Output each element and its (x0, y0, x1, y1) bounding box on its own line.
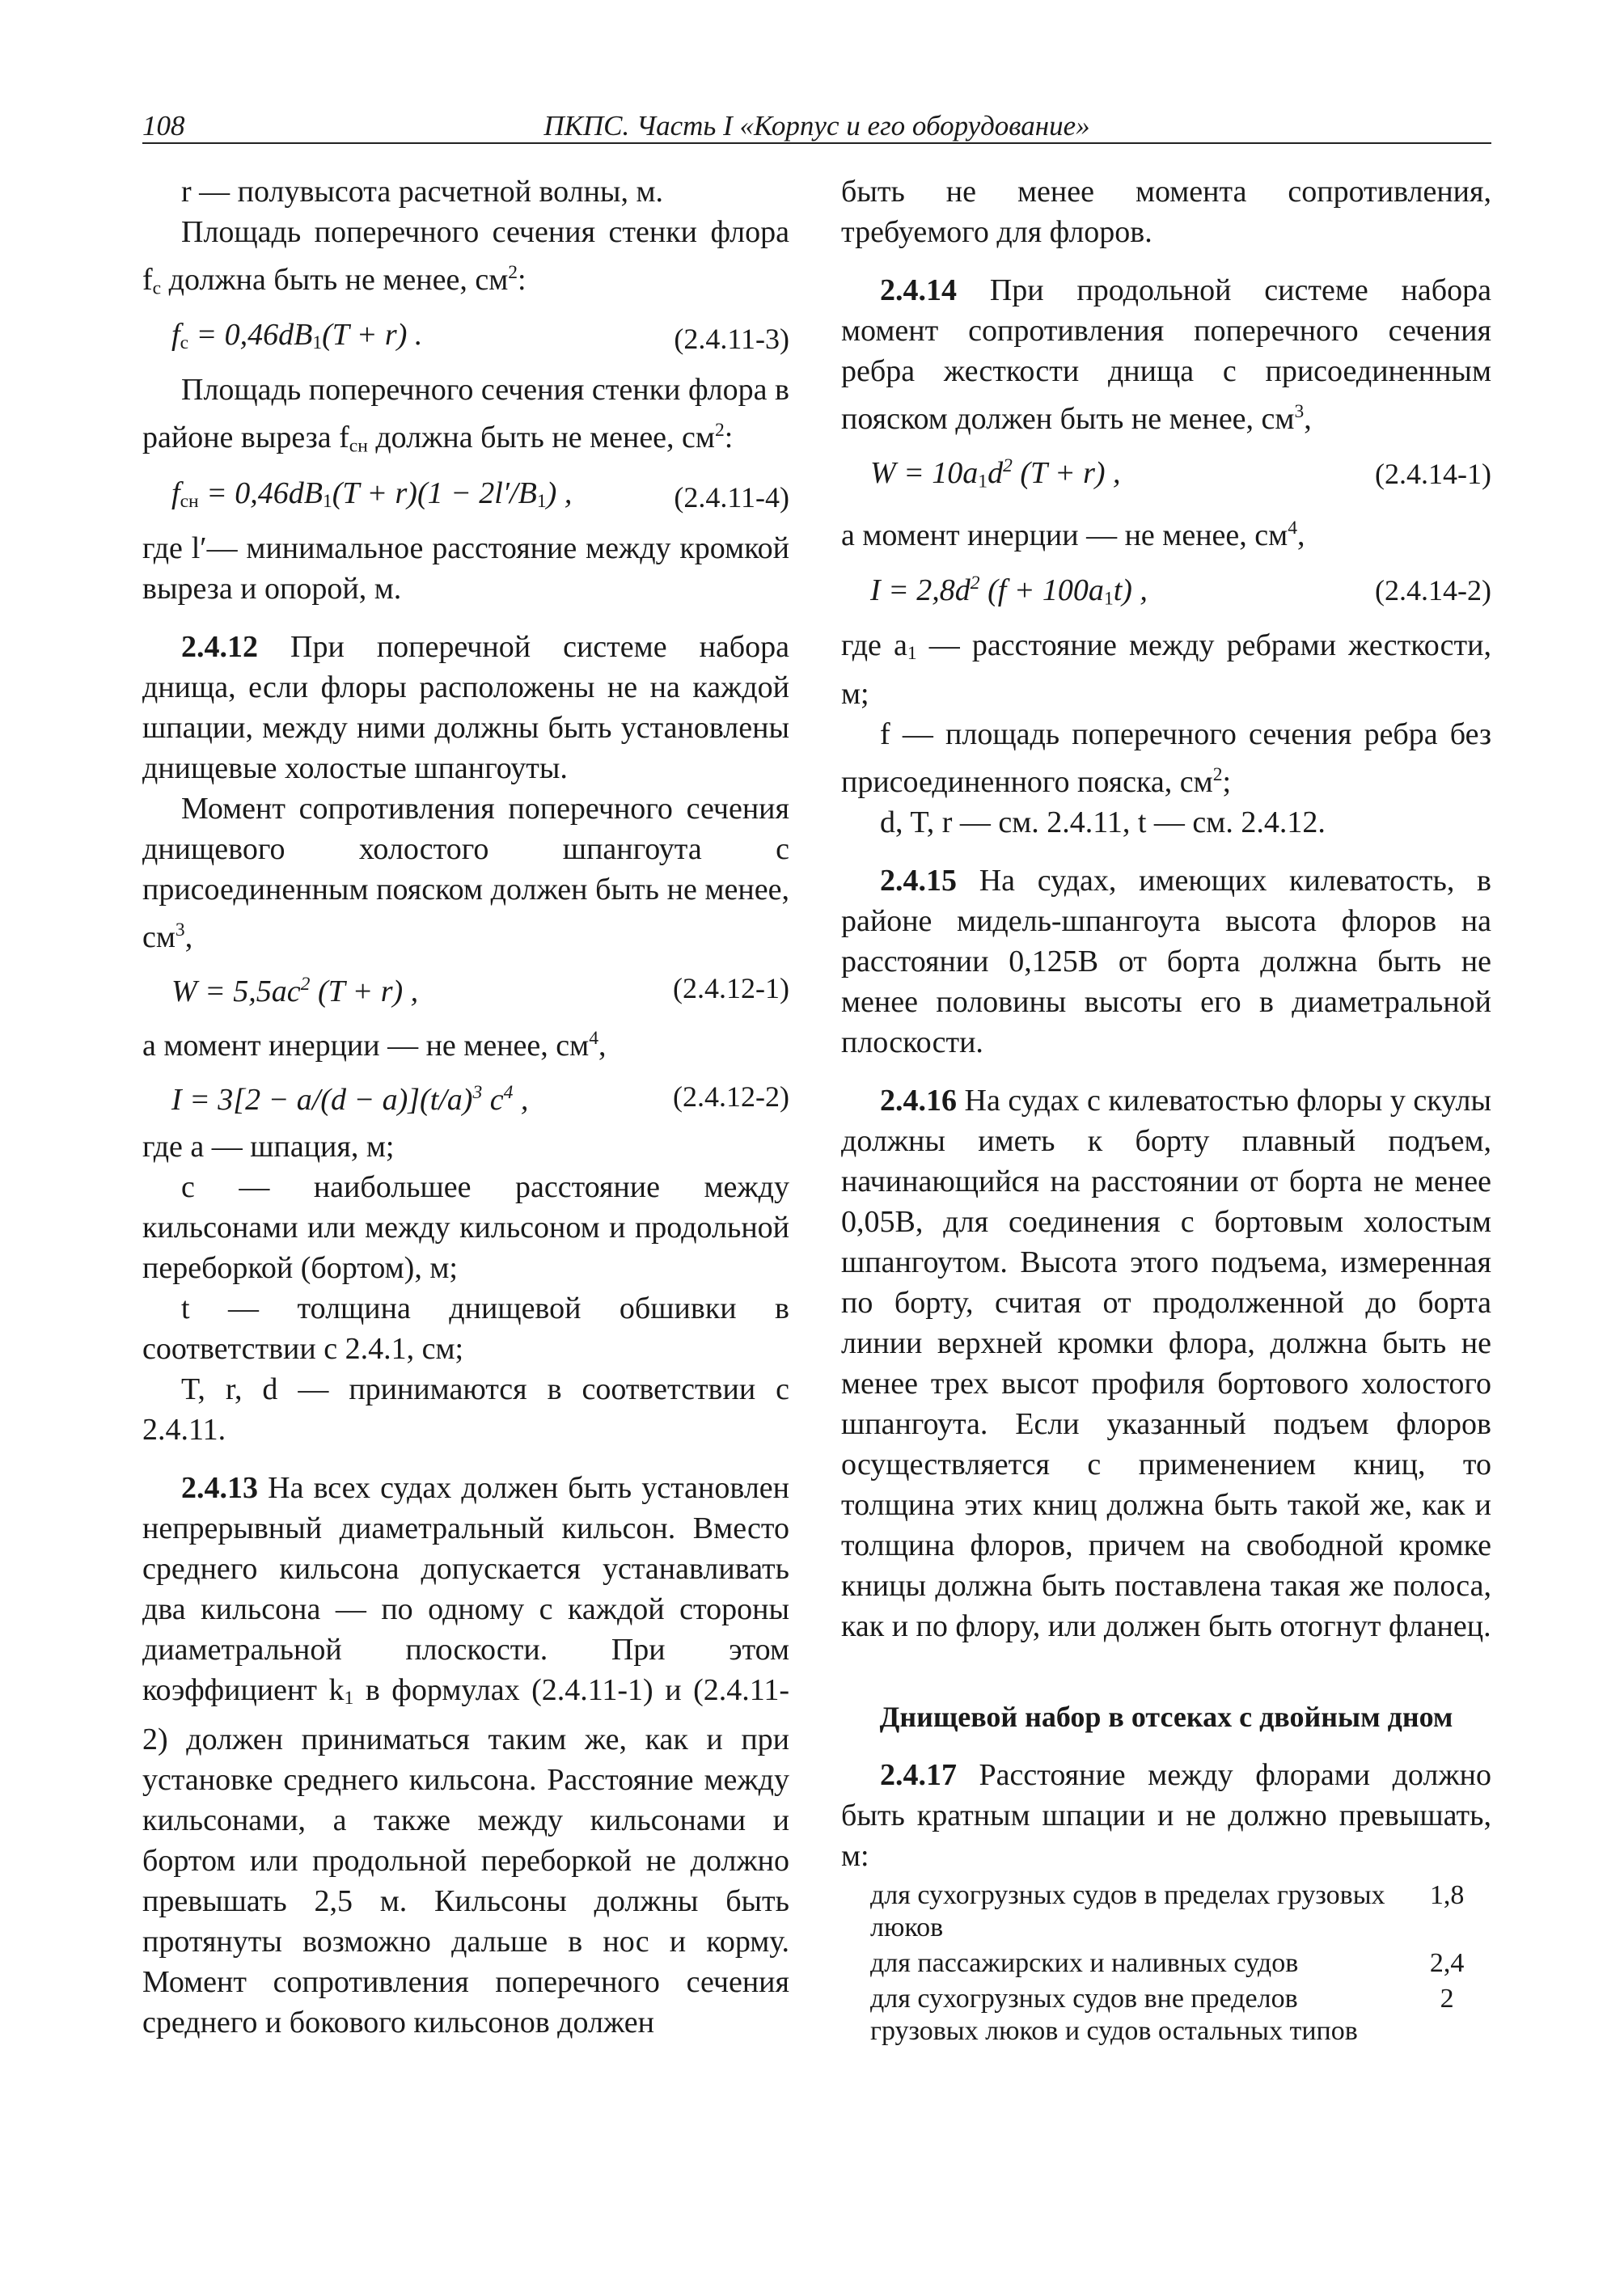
row-label: для сухогрузных судов вне пределов грузовых люков и судов остальных типов (870, 1984, 1358, 2047)
table-row (841, 1879, 1491, 1944)
row-label: для пассажирских и наливных судов (870, 1948, 1299, 1979)
row-value: 1,8 (1429, 1880, 1465, 1911)
formula-number: (2.4.14-2) (1375, 574, 1491, 607)
formula: $I = 3[2 - a/(d - a)](t/a)^3$ $c^4$ , (2.4.12-2) (142, 1072, 789, 1120)
formula-number: (2.4.11-3) (674, 323, 789, 356)
formula: $W = 5,5ac^2$ (T + r) , (2.4.12-1) (142, 964, 789, 1012)
section-2-4-13: 2.4.13 На всех судах должен быть установлен непрерывный диаметральный кильсон. Вместо среднего кильсона допускается устанавливать два кильсона — по одному с каждой стороны диаметральной плоскости. При этом коэффициент $k_1$ в формулах (2.4.11-1) и (2.4.11-2) должен приниматься таким же, как и при установке среднего кильсона. Расстояние между кильсонами, а также между кильсонами и бортом или продольной переборкой не должно превышать 2,5 м. Кильсоны должны быть протянуты возможно дальше в нос и корму. Момент сопротивления поперечного сечения среднего и бокового кильсонов должен (142, 1471, 790, 2039)
paragraph: Площадь поперечного сечения стенки флора в районе выреза $f_{сн}$ должна быть не менее, $см^2$: (142, 373, 789, 457)
paragraph: Площадь поперечного сечения стенки флора $f_c$ должна быть не менее, $см^2$: (142, 215, 789, 299)
paragraph: быть не менее момента сопротивления, требуемого для флоров. (841, 175, 1491, 249)
paragraph: где l′— минимальное расстояние между кромкой выреза и опорой, м. (142, 530, 789, 606)
paragraph: а момент инерции — не менее, $см^4$, (142, 1028, 607, 1063)
formula: $I = 2,8d^2$ $(f + 100a_1t)$ , (2.4.14-2) (841, 563, 1491, 619)
right-column (841, 171, 1491, 2048)
section-2-4-12: 2.4.12 При поперечной системе набора днища, если флоры расположены не на каждой шпации, между ними должны быть установлены днищевые холостые шпангоуты. (142, 629, 789, 785)
row-label: для сухогрузных судов в пределах грузовых люков (870, 1880, 1385, 1943)
paragraph: где a — шпация, м; (142, 1130, 395, 1165)
row-value: 2,4 (1429, 1948, 1465, 1979)
section-2-4-14: 2.4.14 При продольной системе набора момент сопротивления поперечного сечения ребра жесткости днища с присоединенным пояском должен быть не менее, $см^3$, (841, 273, 1491, 437)
paragraph: r — полувысота расчетной волны, м. (181, 175, 664, 209)
paragraph: f — площадь поперечного сечения ребра без присоединенного пояска, $см^2$; (841, 717, 1491, 800)
paragraph: T, r, d — принимаются в соответствии с 2.4.11. (142, 1372, 789, 1448)
paragraph: d, T, r — см. 2.4.11, t — см. 2.4.12. (880, 805, 1326, 840)
formula-number: (2.4.12-2) (673, 1080, 789, 1113)
section-2-4-17: 2.4.17 Расстояние между флорами должно быть кратным шпации и не должно превышать, м: (841, 1758, 1491, 1874)
paragraph: где $a_1$ — расстояние между ребрами жесткости, м; (841, 628, 1491, 712)
paragraph: Момент сопротивления поперечного сечения днищевого холостого шпангоута с присоединенным пояском должен быть не менее, $см^3$, (142, 791, 789, 955)
section-heading: Днищевой набор в отсеках с двойным дном (879, 1701, 1453, 1734)
section-2-4-16: 2.4.16 На судах с килеватостью флоры у скулы должны иметь к борту плавный подъем, начинающийся на расстоянии от борта не менее 0,05B, для соединения с бортовым холостым шпангоутом. Высота этого подъема, измеренная по борту, считая от продолженной до борта линии верхней кромки флора, должна быть не менее трех высот профиля бортового холостого шпангоута. Если указанный подъем флоров осуществляется с применением книц, то толщина этих книц должна быть такой же, как и толщина флоров, причем на свободной кромке кницы должна быть поставлена такая же полоса, как и по флору, или должен быть отогнут фланец. (841, 1084, 1491, 1644)
formula-number: (2.4.12-1) (673, 971, 789, 1004)
running-header (142, 104, 1491, 144)
paragraph: c — наибольшее расстояние между кильсонами или между кильсоном и продольной переборкой (бортом), м; (142, 1170, 789, 1286)
formula-number: (2.4.11-4) (674, 480, 789, 514)
left-column (142, 171, 789, 2043)
table-row (841, 1947, 1491, 1980)
formula: $f_c = 0,46dB_1(T + r)$ . (2.4.11-3) (142, 315, 789, 363)
row-value: 2 (1440, 1984, 1454, 2014)
paragraph: t — толщина днищевой обшивки в соответствии с 2.4.1, см; (142, 1291, 789, 1367)
formula-number: (2.4.14-1) (1375, 457, 1491, 490)
section-2-4-15: 2.4.15 На судах, имеющих килеватость, в районе мидель-шпангоута высота флоров на расстоянии 0,125B от борта должна быть не менее половины высоты его в диаметральной плоскости. (841, 864, 1491, 1060)
formula: $f_{сн} = 0,46dB_1(T + r)(1 - 2l'/B_1)$ , (2.4.11-4) (142, 473, 789, 522)
running-title: ПКПС. Часть I «Корпус и его оборудование» (543, 110, 1090, 142)
spacing-table (841, 1879, 1491, 2048)
page-number: 108 (142, 110, 185, 142)
paragraph: а момент инерции — не менее, $см^4$, (841, 518, 1305, 553)
formula: $W = 10a_1d^2$ (T + r) , (2.4.14-1) (841, 446, 1491, 501)
table-row (841, 1983, 1491, 2048)
